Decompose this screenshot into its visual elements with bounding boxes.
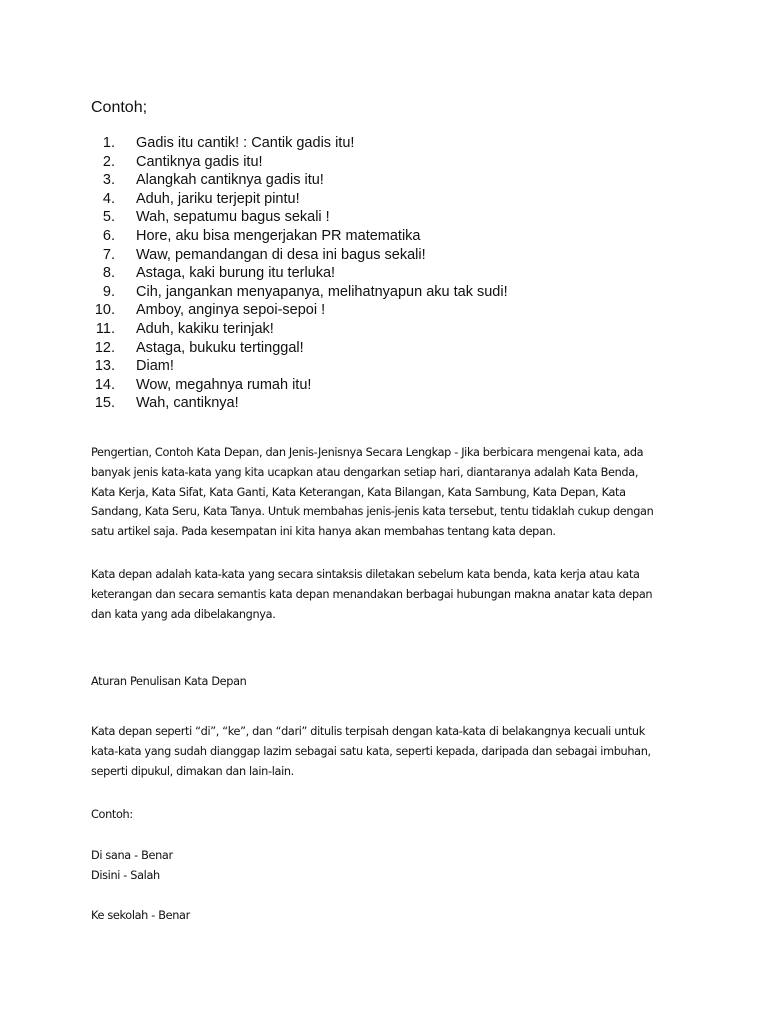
list-item-number: 12. — [94, 339, 115, 356]
list-item — [91, 394, 239, 413]
text-line: Kata depan adalah kata-kata yang secara sintaksis diletakan sebelum kata benda, kata kerja atau kata — [91, 568, 640, 581]
list-item-number: 10. — [94, 302, 115, 319]
example-correct-di-sana: Di sana - Benar — [91, 849, 173, 862]
list-item — [91, 246, 426, 265]
list-item-text: Diam! — [136, 358, 174, 375]
list-item-text: Amboy, anginya sepoi-sepoi ! — [136, 302, 326, 319]
examples-heading: Contoh; — [91, 99, 148, 116]
list-item-text: Aduh, jariku terjepit pintu! — [136, 190, 300, 207]
list-item — [91, 227, 421, 246]
interjection-example-list — [91, 134, 508, 413]
list-item-number: 11. — [95, 320, 115, 337]
list-item — [91, 153, 263, 172]
list-item — [91, 264, 336, 283]
list-item-text: Cantiknya gadis itu! — [136, 153, 263, 170]
list-item-number: 6. — [102, 227, 115, 244]
list-item-text: Cih, jangankan menyapanya, melihatnyapun aku tak sudi! — [136, 283, 508, 300]
list-item-number: 15. — [94, 395, 115, 412]
intro-paragraph — [91, 443, 691, 542]
list-item — [91, 301, 326, 320]
list-item-text: Wow, megahnya rumah itu! — [136, 376, 312, 393]
list-item-number: 5. — [102, 209, 115, 226]
contoh-label: Contoh: — [91, 808, 133, 821]
list-item-number: 13. — [94, 358, 115, 375]
list-item — [91, 171, 324, 190]
list-item-number: 4. — [102, 190, 115, 207]
list-item-number: 1. — [102, 135, 115, 151]
list-item — [91, 134, 355, 153]
example-wrong-disini: Disini - Salah — [91, 869, 160, 882]
list-item-text: Astaga, bukuku tertinggal! — [136, 339, 304, 356]
list-item-text: Waw, pemandangan di desa ini bagus sekali! — [136, 246, 426, 263]
rule-paragraph — [91, 722, 691, 781]
example-correct-ke-sekolah: Ke sekolah - Benar — [91, 909, 190, 922]
list-item-text: Wah, cantiknya! — [136, 395, 239, 412]
list-item-number: 2. — [102, 153, 115, 170]
text-line: Kata depan seperti “di”, “ke”, dan “dari” ditulis terpisah dengan kata-kata di belakangnya kecuali untuk — [91, 725, 645, 738]
text-line: satu artikel saja. Pada kesempatan ini kita hanya akan membahas tentang kata depan. — [91, 525, 556, 539]
section-heading: Aturan Penulisan Kata Depan — [91, 675, 247, 688]
list-item-number: 7. — [102, 246, 115, 263]
list-item-text: Hore, aku bisa mengerjakan PR matematika — [136, 227, 421, 244]
list-item — [91, 283, 508, 302]
text-line: Kata Kerja, Kata Sifat, Kata Ganti, Kata Keterangan, Kata Bilangan, Kata Sambung, Kata Depan, Kata — [91, 485, 626, 499]
text-line: dan kata yang ada dibelakangnya. — [91, 607, 276, 621]
list-item-text: Aduh, kakiku terinjak! — [136, 320, 274, 337]
list-item-text: Gadis itu cantik! : Cantik gadis itu! — [136, 135, 355, 151]
list-item — [91, 190, 300, 209]
list-item — [91, 376, 312, 395]
list-item — [91, 320, 274, 339]
text-line: Pengertian, Contoh Kata Depan, dan Jenis-Jenisnya Secara Lengkap - Jika berbicara mengenai kata, ada — [91, 446, 644, 459]
list-item-number: 9. — [102, 283, 115, 300]
list-item-number: 14. — [94, 376, 115, 393]
list-item — [91, 357, 174, 376]
text-line: keterangan dan secara semantis kata depan menandakan berbagai hubungan makna anatar kata depan — [91, 587, 653, 601]
list-item — [91, 339, 304, 358]
text-line: Sandang, Kata Seru, Kata Tanya. Untuk membahas jenis-jenis kata tersebut, tentu tidaklah cukup dengan — [91, 505, 654, 519]
list-item-text: Alangkah cantiknya gadis itu! — [136, 172, 324, 189]
text-line: banyak jenis kata-kata yang kita ucapkan atau dengarkan setiap hari, diantaranya adalah Kata Benda, — [91, 465, 639, 479]
list-item-number: 8. — [102, 265, 115, 282]
list-item-text: Astaga, kaki burung itu terluka! — [136, 265, 336, 282]
list-item-text: Wah, sepatumu bagus sekali ! — [136, 209, 330, 226]
list-item-number: 3. — [102, 172, 115, 189]
text-line: kata-kata yang sudah dianggap lazim sebagai satu kata, seperti kepada, daripada dan sebagai imbuhan, — [91, 744, 651, 758]
list-item — [91, 208, 330, 227]
definition-paragraph — [91, 565, 691, 624]
text-line: seperti dipukul, dimakan dan lain-lain. — [91, 764, 294, 778]
